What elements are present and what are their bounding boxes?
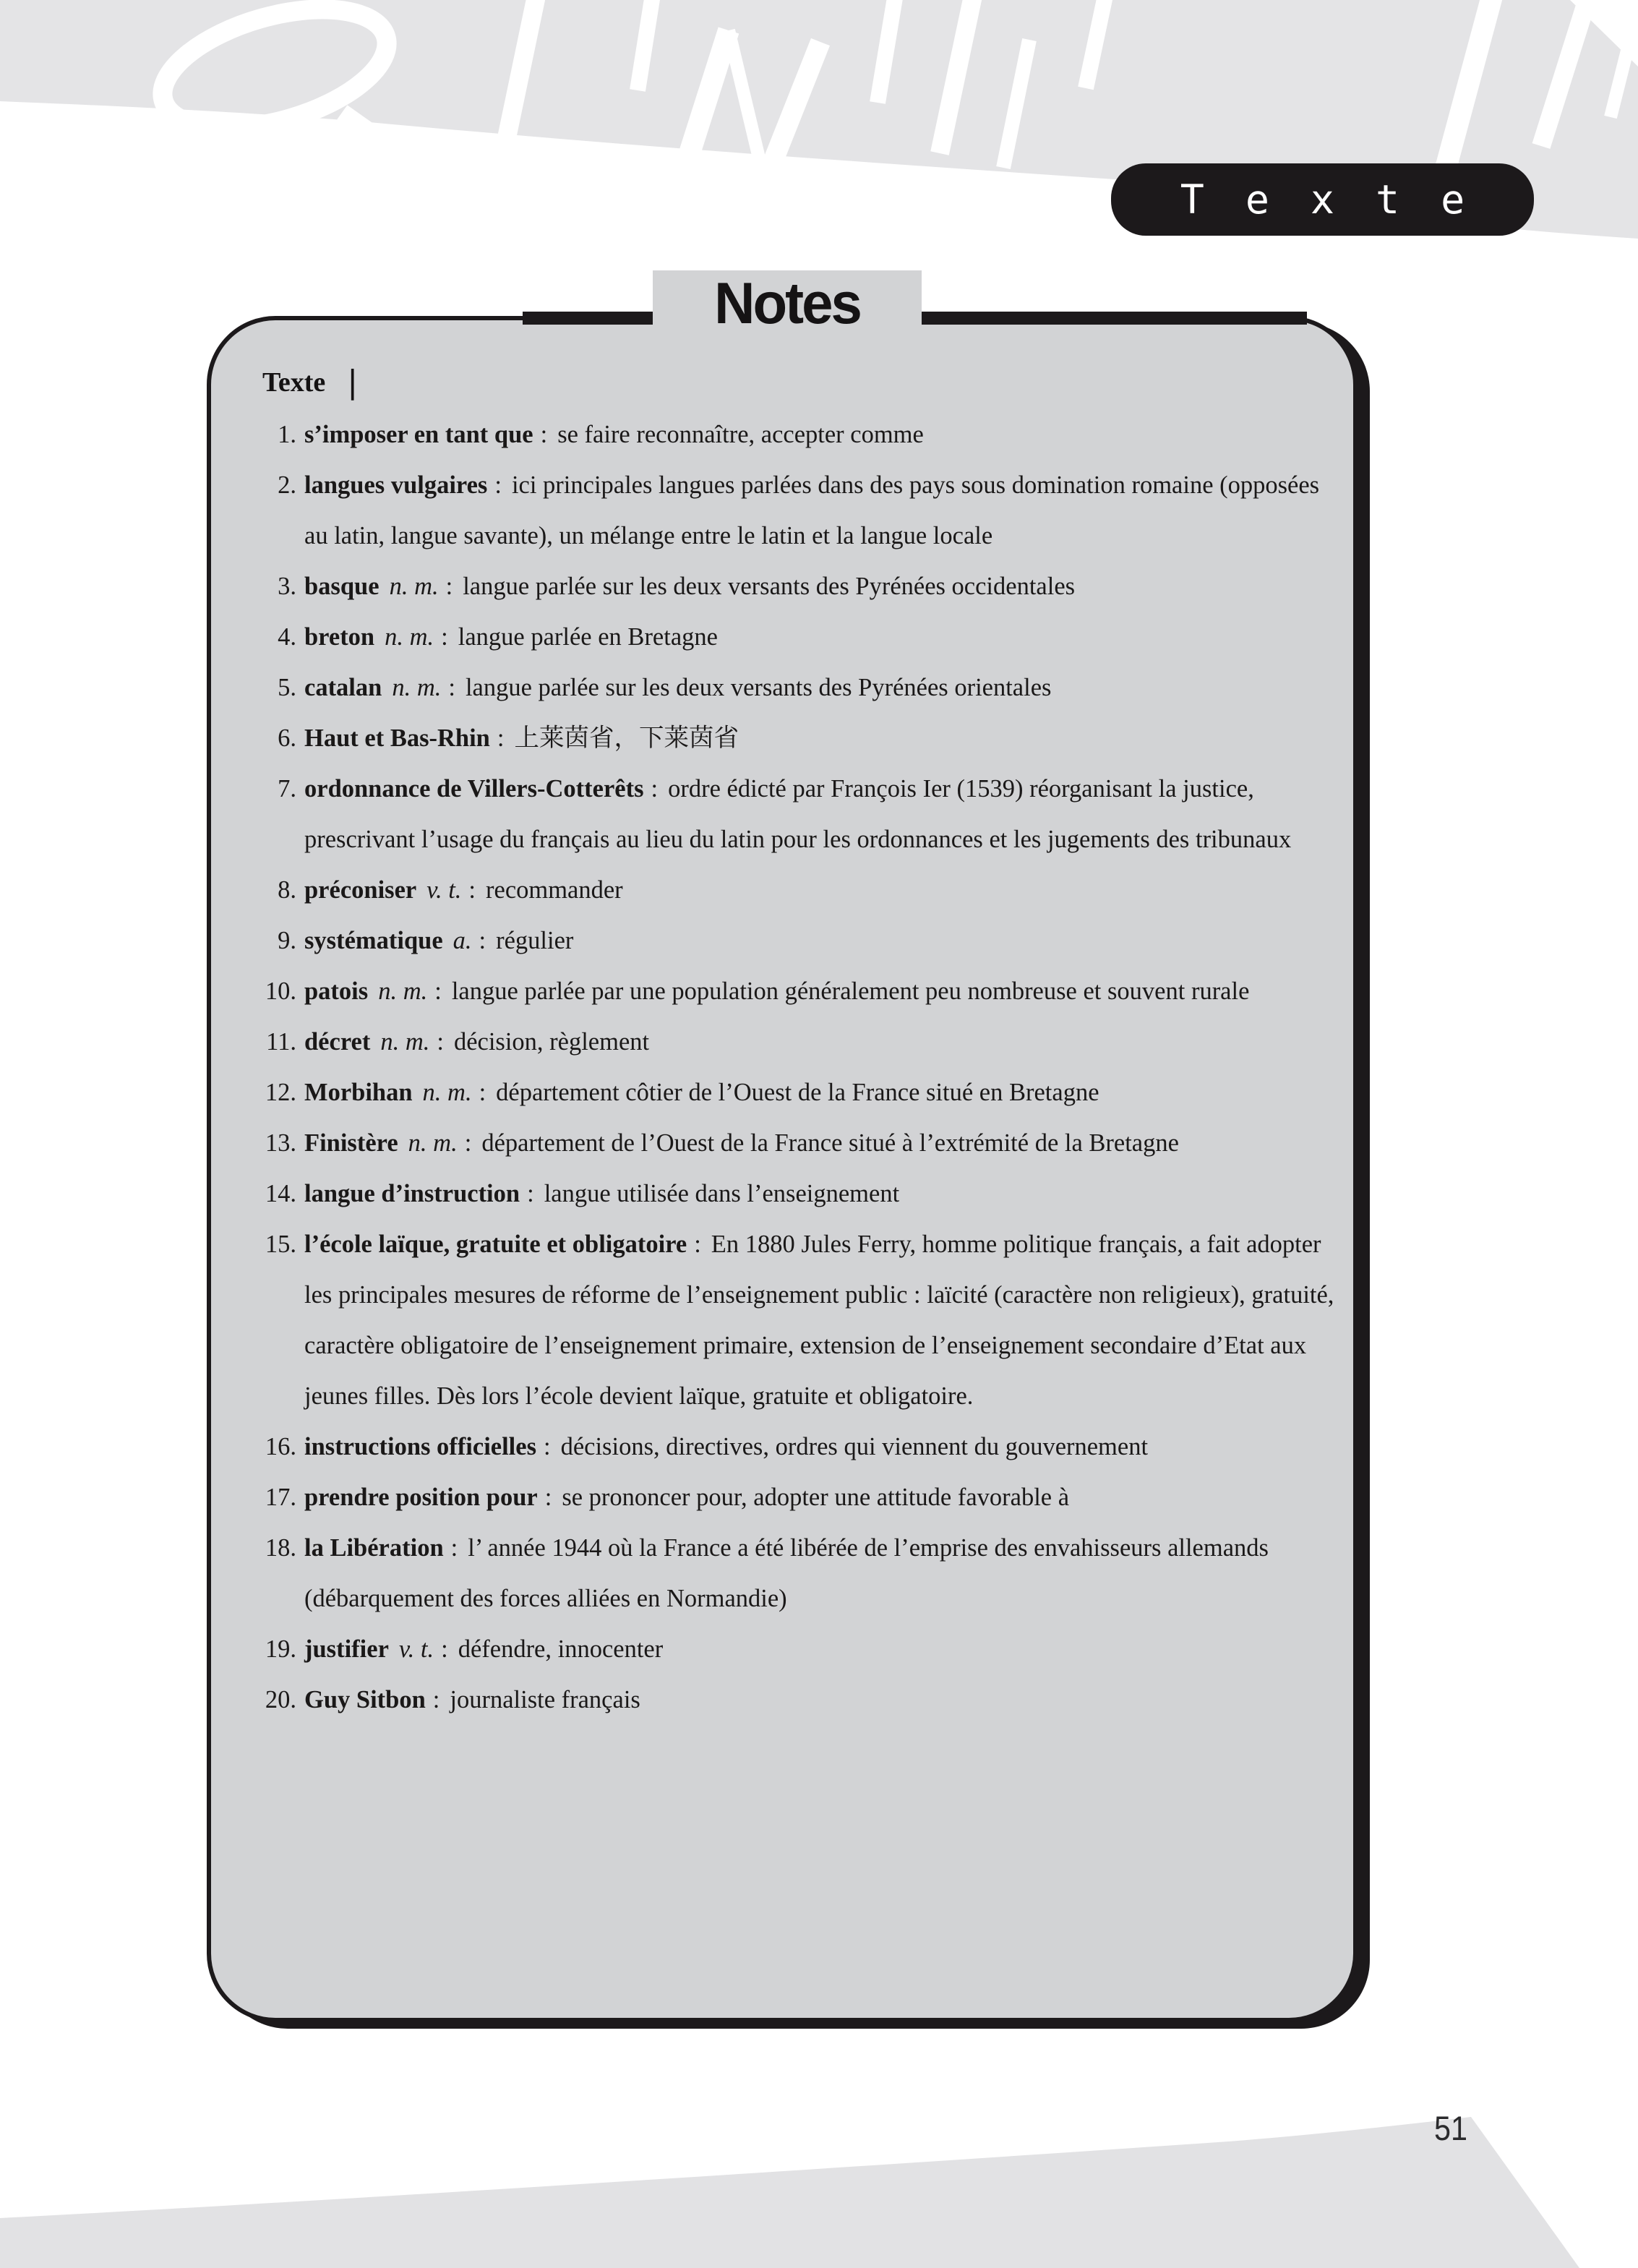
note-definition: langue parlée par une population généralement peu nombreuse et souvent rurale (451, 977, 1250, 1005)
note-body (304, 1219, 1352, 1421)
note-item (211, 713, 1352, 763)
note-term: préconiser (304, 876, 417, 904)
note-number: 11. (266, 1028, 296, 1056)
note-colon: : (468, 876, 476, 904)
note-number: 19. (265, 1635, 296, 1663)
note-colon: : (448, 674, 455, 701)
note-part-of-speech: n. m. (422, 1079, 472, 1106)
note-body (304, 561, 1352, 612)
note-number: 4. (278, 623, 296, 651)
note-definition: En 1880 Jules Ferry, homme politique français, a fait adopter les principales mesures de réforme de l’enseignement public : laïcité (caractère non religieux), gratuité, caractère obligatoire de l’enseignement primaire, extension de l’enseignement secondaire d’Etat aux jeunes filles. Dès lors l’école devient laïque, gratuite et obligatoire. (304, 1231, 1334, 1410)
note-body (304, 966, 1352, 1017)
note-body (304, 1067, 1352, 1118)
note-number: 9. (278, 927, 296, 954)
note-part-of-speech: a. (453, 927, 472, 954)
note-part-of-speech: v. t. (426, 876, 462, 904)
note-term: langues vulgaires (304, 471, 488, 499)
note-body (304, 915, 1352, 966)
note-body (304, 763, 1352, 865)
note-number: 5. (278, 674, 296, 701)
note-colon: : (434, 977, 442, 1005)
note-item (211, 662, 1352, 713)
notes-box-heading-label: Texte (262, 367, 326, 398)
note-item (211, 915, 1352, 966)
note-colon: : (464, 1129, 472, 1157)
note-term: prendre position pour (304, 1484, 538, 1511)
note-definition: décision, règlement (453, 1028, 650, 1056)
note-number: 2. (278, 471, 296, 499)
note-term: Guy Sitbon (304, 1686, 426, 1713)
note-part-of-speech: n. m. (389, 573, 439, 600)
note-definition: langue utilisée dans l’enseignement (544, 1180, 900, 1207)
note-colon: : (694, 1231, 701, 1258)
note-item (211, 460, 1352, 561)
note-number: 1. (278, 421, 296, 448)
note-term: s’imposer en tant que (304, 421, 533, 448)
note-body (304, 1472, 1352, 1523)
note-number: 7. (278, 775, 296, 803)
note-number: 13. (265, 1129, 296, 1157)
note-colon: : (540, 421, 548, 448)
note-definition: ordre édicté par François Ier (1539) réorganisant la justice, prescrivant l’usage du français au lieu du latin pour les ordonnances et les jugements des tribunaux (304, 775, 1292, 853)
note-term: Finistère (304, 1129, 398, 1157)
note-colon: : (651, 775, 659, 803)
note-definition: journaliste français (450, 1686, 640, 1713)
header-swoosh-graphic (0, 0, 1638, 304)
note-colon: : (494, 471, 502, 499)
note-colon: : (527, 1180, 534, 1207)
note-number: 20. (265, 1686, 296, 1713)
note-body (304, 1421, 1352, 1472)
note-definition: langue parlée sur les deux versants des Pyrénées occidentales (463, 573, 1076, 600)
note-colon: : (497, 724, 505, 752)
note-definition: département de l’Ouest de la France situé à l’extrémité de la Bretagne (481, 1129, 1179, 1157)
note-part-of-speech: n. m. (378, 977, 428, 1005)
note-term: ordonnance de Villers-Cotterêts (304, 775, 644, 803)
note-definition: ici principales langues parlées dans des pays sous domination romaine (opposées au latin, langue savante), un mélange entre le latin et la langue locale (304, 471, 1320, 549)
note-number: 8. (278, 876, 296, 904)
note-number: 6. (278, 724, 296, 752)
note-item (211, 1421, 1352, 1472)
note-body (304, 713, 1352, 763)
note-term: justifier (304, 1635, 389, 1663)
note-item (211, 612, 1352, 662)
note-term: patois (304, 977, 369, 1005)
note-item (211, 1017, 1352, 1067)
note-body (304, 1523, 1352, 1624)
note-definition: régulier (496, 927, 574, 954)
note-colon: : (432, 1686, 440, 1713)
notes-heading-patch (653, 270, 922, 335)
note-part-of-speech: n. m. (392, 674, 442, 701)
note-definition: se prononcer pour, adopter une attitude favorable à (562, 1484, 1070, 1511)
note-definition: département côtier de l’Ouest de la France situé en Bretagne (496, 1079, 1099, 1106)
note-body (304, 1118, 1352, 1168)
notes-box-heading-numeral: | (347, 364, 359, 401)
note-item (211, 409, 1352, 460)
note-term: instructions officielles (304, 1433, 536, 1460)
note-term: l’école laïque, gratuite et obligatoire (304, 1231, 687, 1258)
note-colon: : (479, 927, 486, 954)
note-definition: décisions, directives, ordres qui viennent du gouvernement (560, 1433, 1149, 1460)
note-item (211, 1472, 1352, 1523)
note-colon: : (544, 1433, 551, 1460)
notes-box-heading (262, 364, 358, 401)
note-item (211, 1219, 1352, 1421)
note-definition: langue parlée en Bretagne (458, 623, 718, 651)
note-item (211, 1523, 1352, 1624)
note-number: 16. (265, 1433, 296, 1460)
note-part-of-speech: n. m. (385, 623, 434, 651)
note-part-of-speech: n. m. (380, 1028, 430, 1056)
note-number: 18. (265, 1534, 296, 1562)
note-body (304, 662, 1352, 713)
note-colon: : (441, 623, 448, 651)
note-item (211, 1067, 1352, 1118)
note-item (211, 1168, 1352, 1219)
note-definition: 上莱茵省，下莱茵省 (514, 724, 739, 752)
note-part-of-speech: n. m. (408, 1129, 458, 1157)
note-definition: recommander (486, 876, 623, 904)
note-body (304, 409, 1352, 460)
note-term: langue d’instruction (304, 1180, 520, 1207)
note-item (211, 561, 1352, 612)
note-term: catalan (304, 674, 382, 701)
footer-band-shape (0, 2117, 1579, 2268)
note-body (304, 865, 1352, 915)
note-term: breton (304, 623, 375, 651)
note-body (304, 1168, 1352, 1219)
note-colon: : (544, 1484, 552, 1511)
note-colon: : (479, 1079, 486, 1106)
note-item (211, 1118, 1352, 1168)
note-term: Haut et Bas-Rhin (304, 724, 490, 752)
note-body (304, 1674, 1352, 1725)
note-body (304, 1017, 1352, 1067)
note-colon: : (445, 573, 453, 600)
note-colon: : (437, 1028, 444, 1056)
note-number: 10. (265, 977, 296, 1005)
note-number: 12. (265, 1079, 296, 1106)
page-number: 51 (1434, 2109, 1468, 2147)
note-term: la Libération (304, 1534, 444, 1562)
notes-list (211, 409, 1352, 1725)
note-part-of-speech: v. t. (398, 1635, 434, 1663)
note-term: systématique (304, 927, 443, 954)
note-body (304, 1624, 1352, 1674)
note-number: 14. (265, 1180, 296, 1207)
texte-badge-label: Texte (1180, 176, 1506, 223)
note-definition: se faire reconnaître, accepter comme (557, 421, 924, 448)
note-colon: : (441, 1635, 448, 1663)
note-item (211, 966, 1352, 1017)
note-term: Morbihan (304, 1079, 413, 1106)
section-title: Notes (714, 270, 860, 335)
note-colon: : (450, 1534, 458, 1562)
note-definition: défendre, innocenter (458, 1635, 664, 1663)
note-item (211, 1624, 1352, 1674)
note-item (211, 1674, 1352, 1725)
note-item (211, 865, 1352, 915)
texte-tab-badge (1111, 163, 1534, 236)
note-definition: l’ année 1944 où la France a été libérée de l’emprise des envahisseurs allemands (débarquement des forces alliées en Normandie) (304, 1534, 1269, 1612)
note-number: 17. (265, 1484, 296, 1511)
note-body (304, 612, 1352, 662)
note-term: basque (304, 573, 380, 600)
note-number: 3. (278, 573, 296, 600)
note-number: 15. (265, 1231, 296, 1258)
note-term: décret (304, 1028, 371, 1056)
note-definition: langue parlée sur les deux versants des Pyrénées orientales (465, 674, 1052, 701)
footer-swoosh-graphic (0, 2097, 1638, 2268)
note-body (304, 460, 1352, 561)
note-item (211, 763, 1352, 865)
